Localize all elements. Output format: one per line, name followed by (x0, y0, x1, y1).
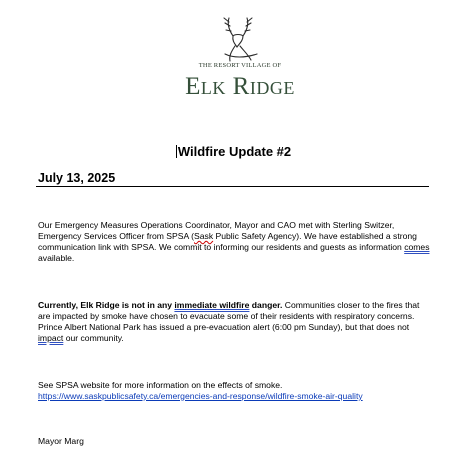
paragraph-status: Currently, Elk Ridge is not in any immediate wildfire danger. Communities closer to the fires that are impacted by smoke have chosen to evacuate some of their residents with respiratory concerns. Prince Albert National Park has issued a pre-evacuation alert (6:00 pm Sunday), but that does not impact our community. (38, 300, 420, 343)
horizontal-rule (36, 186, 429, 187)
document-title-text: Wildfire Update #2 (177, 144, 292, 159)
spelling-flag[interactable]: Sask (194, 230, 214, 241)
paragraph-smoke-info: See SPSA website for more information on the effects of smoke. https://www.saskpublicsafety.ca/emergencies-and-response/wildfire-smoke-air-quality (38, 380, 363, 401)
signature: Mayor Marg (38, 436, 84, 446)
grammar-flag[interactable]: immediate wildfire (174, 300, 250, 310)
document-title (0, 144, 467, 159)
grammar-flag[interactable]: impact (38, 332, 64, 343)
paragraph-meeting: Our Emergency Measures Operations Coordinator, Mayor and CAO met with Sterling Switzer, Emergency Services Officer from SPSA (Sask Public Safety Agency). We have established a strong communication link with SPSA. We commit to informing our residents and guests as information comes available. (38, 220, 430, 263)
logo-title: Elk Ridge (185, 73, 295, 100)
text-cursor (176, 145, 177, 158)
grammar-flag[interactable]: comes (404, 241, 430, 252)
elk-ridge-logo (185, 14, 295, 104)
spsa-smoke-link[interactable]: https://www.saskpublicsafety.ca/emergencies-and-response/wildfire-smoke-air-quality (38, 390, 363, 401)
logo-subtitle: THE RESORT VILLAGE OF (198, 62, 282, 69)
elk-antlers-icon (185, 14, 295, 62)
document-date: July 13, 2025 (38, 171, 116, 185)
